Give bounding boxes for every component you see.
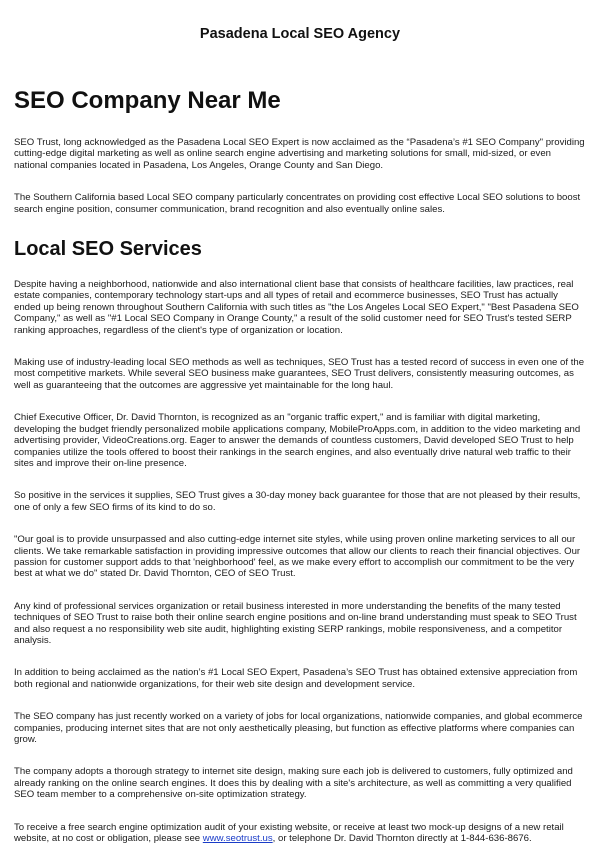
services-paragraph-1: Despite having a neighborhood, nationwide and also international client base that consists of healthcare facilities, law practices, real estate companies, contemporary technology start-ups and all types of retail and ecommerce businesses, SEO Trust has actually ended up being renown throughout Southern California with such titles as "the Los Angeles Local SEO Expert," "Best Pasadena SEO Company," as well as "#1 Local SEO Company in Orange County," a result of the solid customer need for SEO Trust's tested SERP ranking approaches, regardless of the client's type of organization or location. (14, 279, 579, 336)
document-content (14, 86, 586, 844)
services-paragraph-5: "Our goal is to provide unsurpassed and also cutting-edge internet site styles, while using proven online marketing services to all our clients. We take remarkable satisfaction in providing impressive outcomes that allow our clients to reach their financial objectives. Our passion for customer support adds to that 'neighborhood' feel, as we make every effort to accomplish our commitment to be the very best at what we do" stated Dr. David Thornton, CEO of SEO Trust. (14, 534, 581, 580)
services-paragraph-3: Chief Executive Officer, Dr. David Thornton, is recognized as an "organic traffic expert," and is familiar with digital marketing, developing the budget friendly personalized mobile applications company, MobileProApps.com, in addition to the video marketing and advertising provider, VideoCreations.org. Eager to answer the demands of countless customers, David developed SEO Trust to help companies utilize the tools offered to boost their rankings in the search engines, and also eventually drive natural web traffic to their sites and improve their on-line presence. (14, 412, 581, 469)
services-paragraph-6: Any kind of professional services organization or retail business interested in more understanding the benefits of the many tested techniques of SEO Trust to raise both their online search engine positions and on-line brand understanding must speak to SEO Trust and also request a no responsibility web site audit, highlighting existing SERP rankings, mobile responsiveness, and a competitor analysis. (14, 600, 577, 646)
services-paragraph-7: In addition to being acclaimed as the nation’s #1 Local SEO Expert, Pasadena’s SEO Trust has obtained extensive appreciation from both regional and nationwide organizations, for their web site design and development service. (14, 667, 578, 690)
closing-paragraph (14, 822, 586, 845)
intro-paragraph-1: SEO Trust, long acknowledged as the Pasadena Local SEO Expert is now acclaimed as the “Pasadena’s #1 SEO Company" providing cutting-edge digital marketing as well as online search engine advertising and marketing solutions for small, mid-sized, or even national companies located in Pasadena, Los Angeles, Orange County and San Diego. (14, 137, 585, 171)
services-section-title: Local SEO Services (14, 238, 202, 261)
seotrust-website-link[interactable]: www.seotrust.us (202, 833, 273, 845)
services-paragraph-2: Making use of industry-leading local SEO methods as well as techniques, SEO Trust has a tested record of success in even one of the most competitive markets. While several SEO business make guarantees, SEO Trust delivers, consistently measuring outcomes, as well as guaranteeing that the outcomes are aggressive yet maintainable for the long haul. (14, 357, 585, 391)
intro-paragraph-2: The Southern California based Local SEO company particularly concentrates on providing cost effective Local SEO solutions to boost search engine position, consumer communication, brand recognition and also eventually online sales. (14, 192, 581, 215)
closing-text-before: To receive a free search engine optimization audit of your existing website, or receive at least two mock-up designs of a new retail website, at no cost or obligation, please see (14, 821, 564, 845)
services-paragraph-8: The SEO company has just recently worked on a variety of jobs for local organizations, nationwide companies, and global ecommerce companies, producing internet sites that are not only aesthetically pleasing, but function as effective platforms where companies can grow. (14, 711, 583, 745)
document-header-title: Pasadena Local SEO Agency (199, 26, 401, 42)
services-paragraph-4: So positive in the services it supplies, SEO Trust gives a 30-day money back guarantee for those that are not pleased by their results, one of only a few SEO firms of its kind to do so. (14, 490, 581, 513)
page-title: SEO Company Near Me (14, 87, 281, 114)
closing-text-after: , or telephone Dr. David Thornton directly at 1-844-636-8676. (272, 833, 532, 845)
services-paragraph-9: The company adopts a thorough strategy to internet site design, making sure each job is delivered to customers, fully optimized and already ranking on the online search engines. It does this by dealing with a site's architecture, as well as committing a very qualified SEO team member to a comprehensive on-site optimization strategy. (14, 766, 573, 801)
